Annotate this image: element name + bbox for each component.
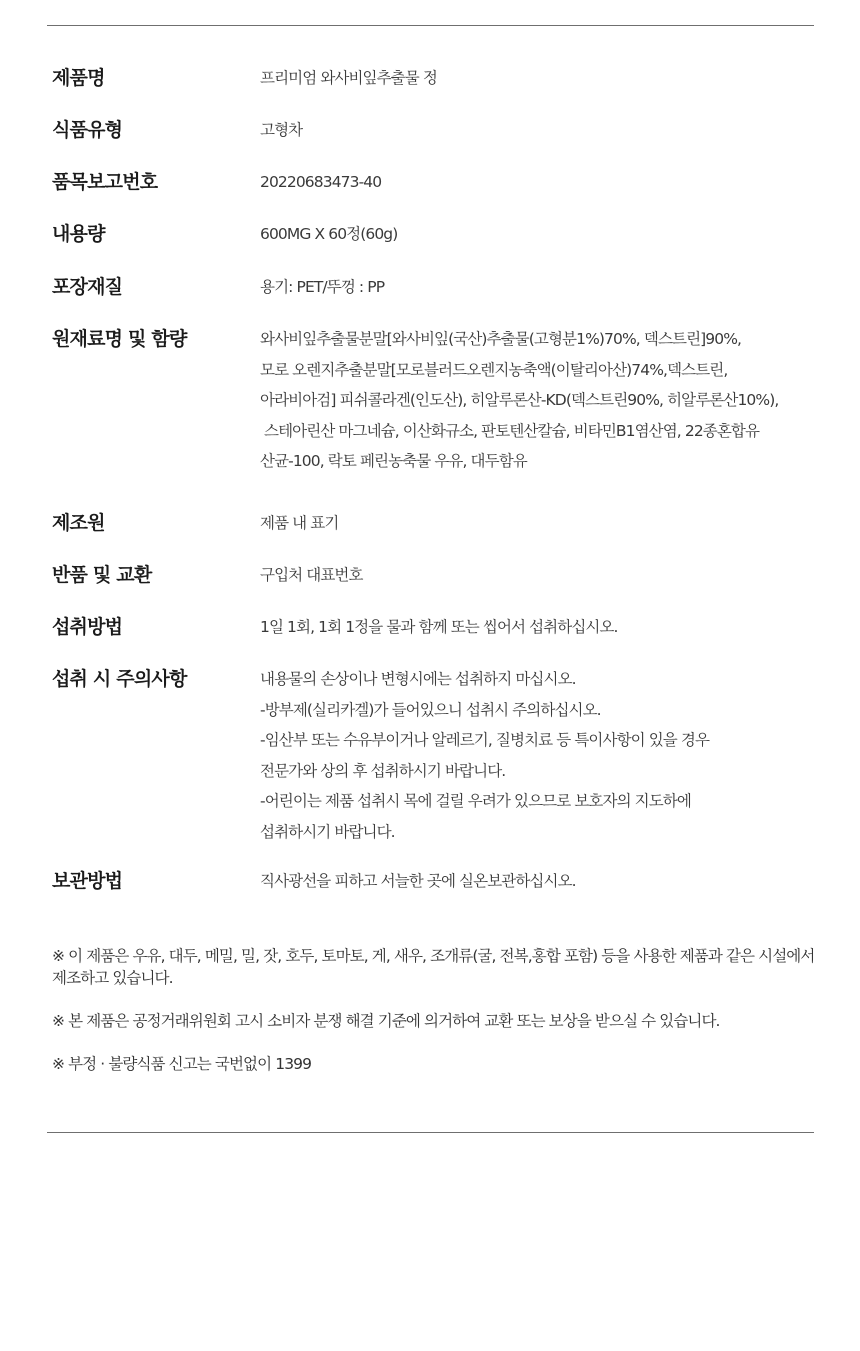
spec-value [260, 508, 825, 539]
spec-value-line: 산균-100, 락토 페린농축물 우유, 대두함유 [260, 452, 527, 470]
spec-value-line: 섭취하시기 바랍니다. [260, 822, 395, 841]
spec-value [260, 167, 825, 198]
spec-label: 포장재질 [52, 276, 123, 298]
spec-label: 섭취 시 주의사항 [52, 668, 187, 690]
spec-value-line: 아라비아검] 피쉬콜라겐(인도산), 히알루론산-KD(덱스트린90%, 히알루론산10%), [260, 391, 779, 409]
spec-value-line: 1일 1회, 1회 1정을 물과 함께 또는 씹어서 섭취하십시오. [260, 618, 618, 636]
spec-label: 반품 및 교환 [52, 564, 152, 586]
spec-label: 품목보고번호 [52, 171, 158, 193]
spec-value-line: 와사비잎추출물분말[와사비잎(국산)추출물(고형분1%)70%, 덱스트린]90%, [260, 330, 742, 348]
spec-label: 섭취방법 [52, 616, 123, 638]
spec-value-line: 용기: PET/뚜껑 : PP [260, 278, 385, 296]
spec-value-line: 20220683473-40 [260, 173, 382, 191]
spec-label: 제품명 [52, 67, 105, 89]
spec-label: 식품유형 [52, 119, 123, 141]
spec-value [260, 324, 825, 477]
spec-value [260, 115, 825, 146]
spec-value [260, 612, 825, 643]
spec-value-line: 600MG X 60정(60g) [260, 225, 398, 243]
spec-value-line: 전문가와 상의 후 섭취하시기 바랍니다. [260, 761, 506, 780]
report-hotline-notice: ※ 부정 · 불량식품 신고는 국번없이 1399 [52, 1055, 312, 1073]
spec-label: 원재료명 및 함량 [52, 328, 187, 350]
spec-value [260, 219, 825, 250]
bottom-divider [47, 1132, 814, 1133]
spec-value [260, 272, 825, 303]
spec-value [260, 560, 825, 591]
spec-value-line: 직사광선을 피하고 서늘한 곳에 실온보관하십시오. [260, 872, 576, 890]
spec-label: 보관방법 [52, 870, 123, 892]
spec-value-line: -임산부 또는 수유부이거나 알레르기, 질병치료 등 특이사항이 있을 경우 [260, 731, 710, 749]
compensation-notice: ※ 본 제품은 공정거래위원회 고시 소비자 분쟁 해결 기준에 의거하여 교환 또는 보상을 받으실 수 있습니다. [52, 1012, 720, 1030]
spec-value-line: 제품 내 표기 [260, 514, 339, 532]
spec-value [260, 664, 825, 847]
spec-label: 제조원 [52, 512, 105, 534]
spec-value [260, 63, 825, 94]
spec-value-line: 프리미엄 와사비잎추출물 정 [260, 69, 437, 87]
spec-value-line: -어린이는 제품 섭취시 목에 걸릴 우려가 있으므로 보호자의 지도하에 [260, 792, 691, 810]
spec-value-line: -방부제(실리카겔)가 들어있으니 섭취시 주의하십시오. [260, 700, 601, 719]
spec-label: 내용량 [52, 223, 105, 245]
top-divider [47, 25, 814, 26]
spec-value [260, 866, 825, 897]
allergen-notice: ※ 이 제품은 우유, 대두, 메밀, 밀, 잣, 호두, 토마토, 게, 새우, 조개류(굴, 전복,홍합 포함) 등을 사용한 제품과 같은 시설에서 제조하고 있습니다. [52, 947, 815, 987]
spec-value-line: 내용물의 손상이나 변형시에는 섭취하지 마십시오. [260, 670, 576, 688]
spec-value-line: 고형차 [260, 121, 303, 139]
spec-value-line: 모로 오렌지추출분말[모로블러드오렌지농축액(이탈리아산)74%,덱스트린, [260, 360, 728, 379]
spec-value-line: 스테아린산 마그네슘, 이산화규소, 판토텐산칼슘, 비타민B1염산염, 22종혼합유 [260, 421, 760, 440]
spec-value-line: 구입처 대표번호 [260, 566, 363, 584]
